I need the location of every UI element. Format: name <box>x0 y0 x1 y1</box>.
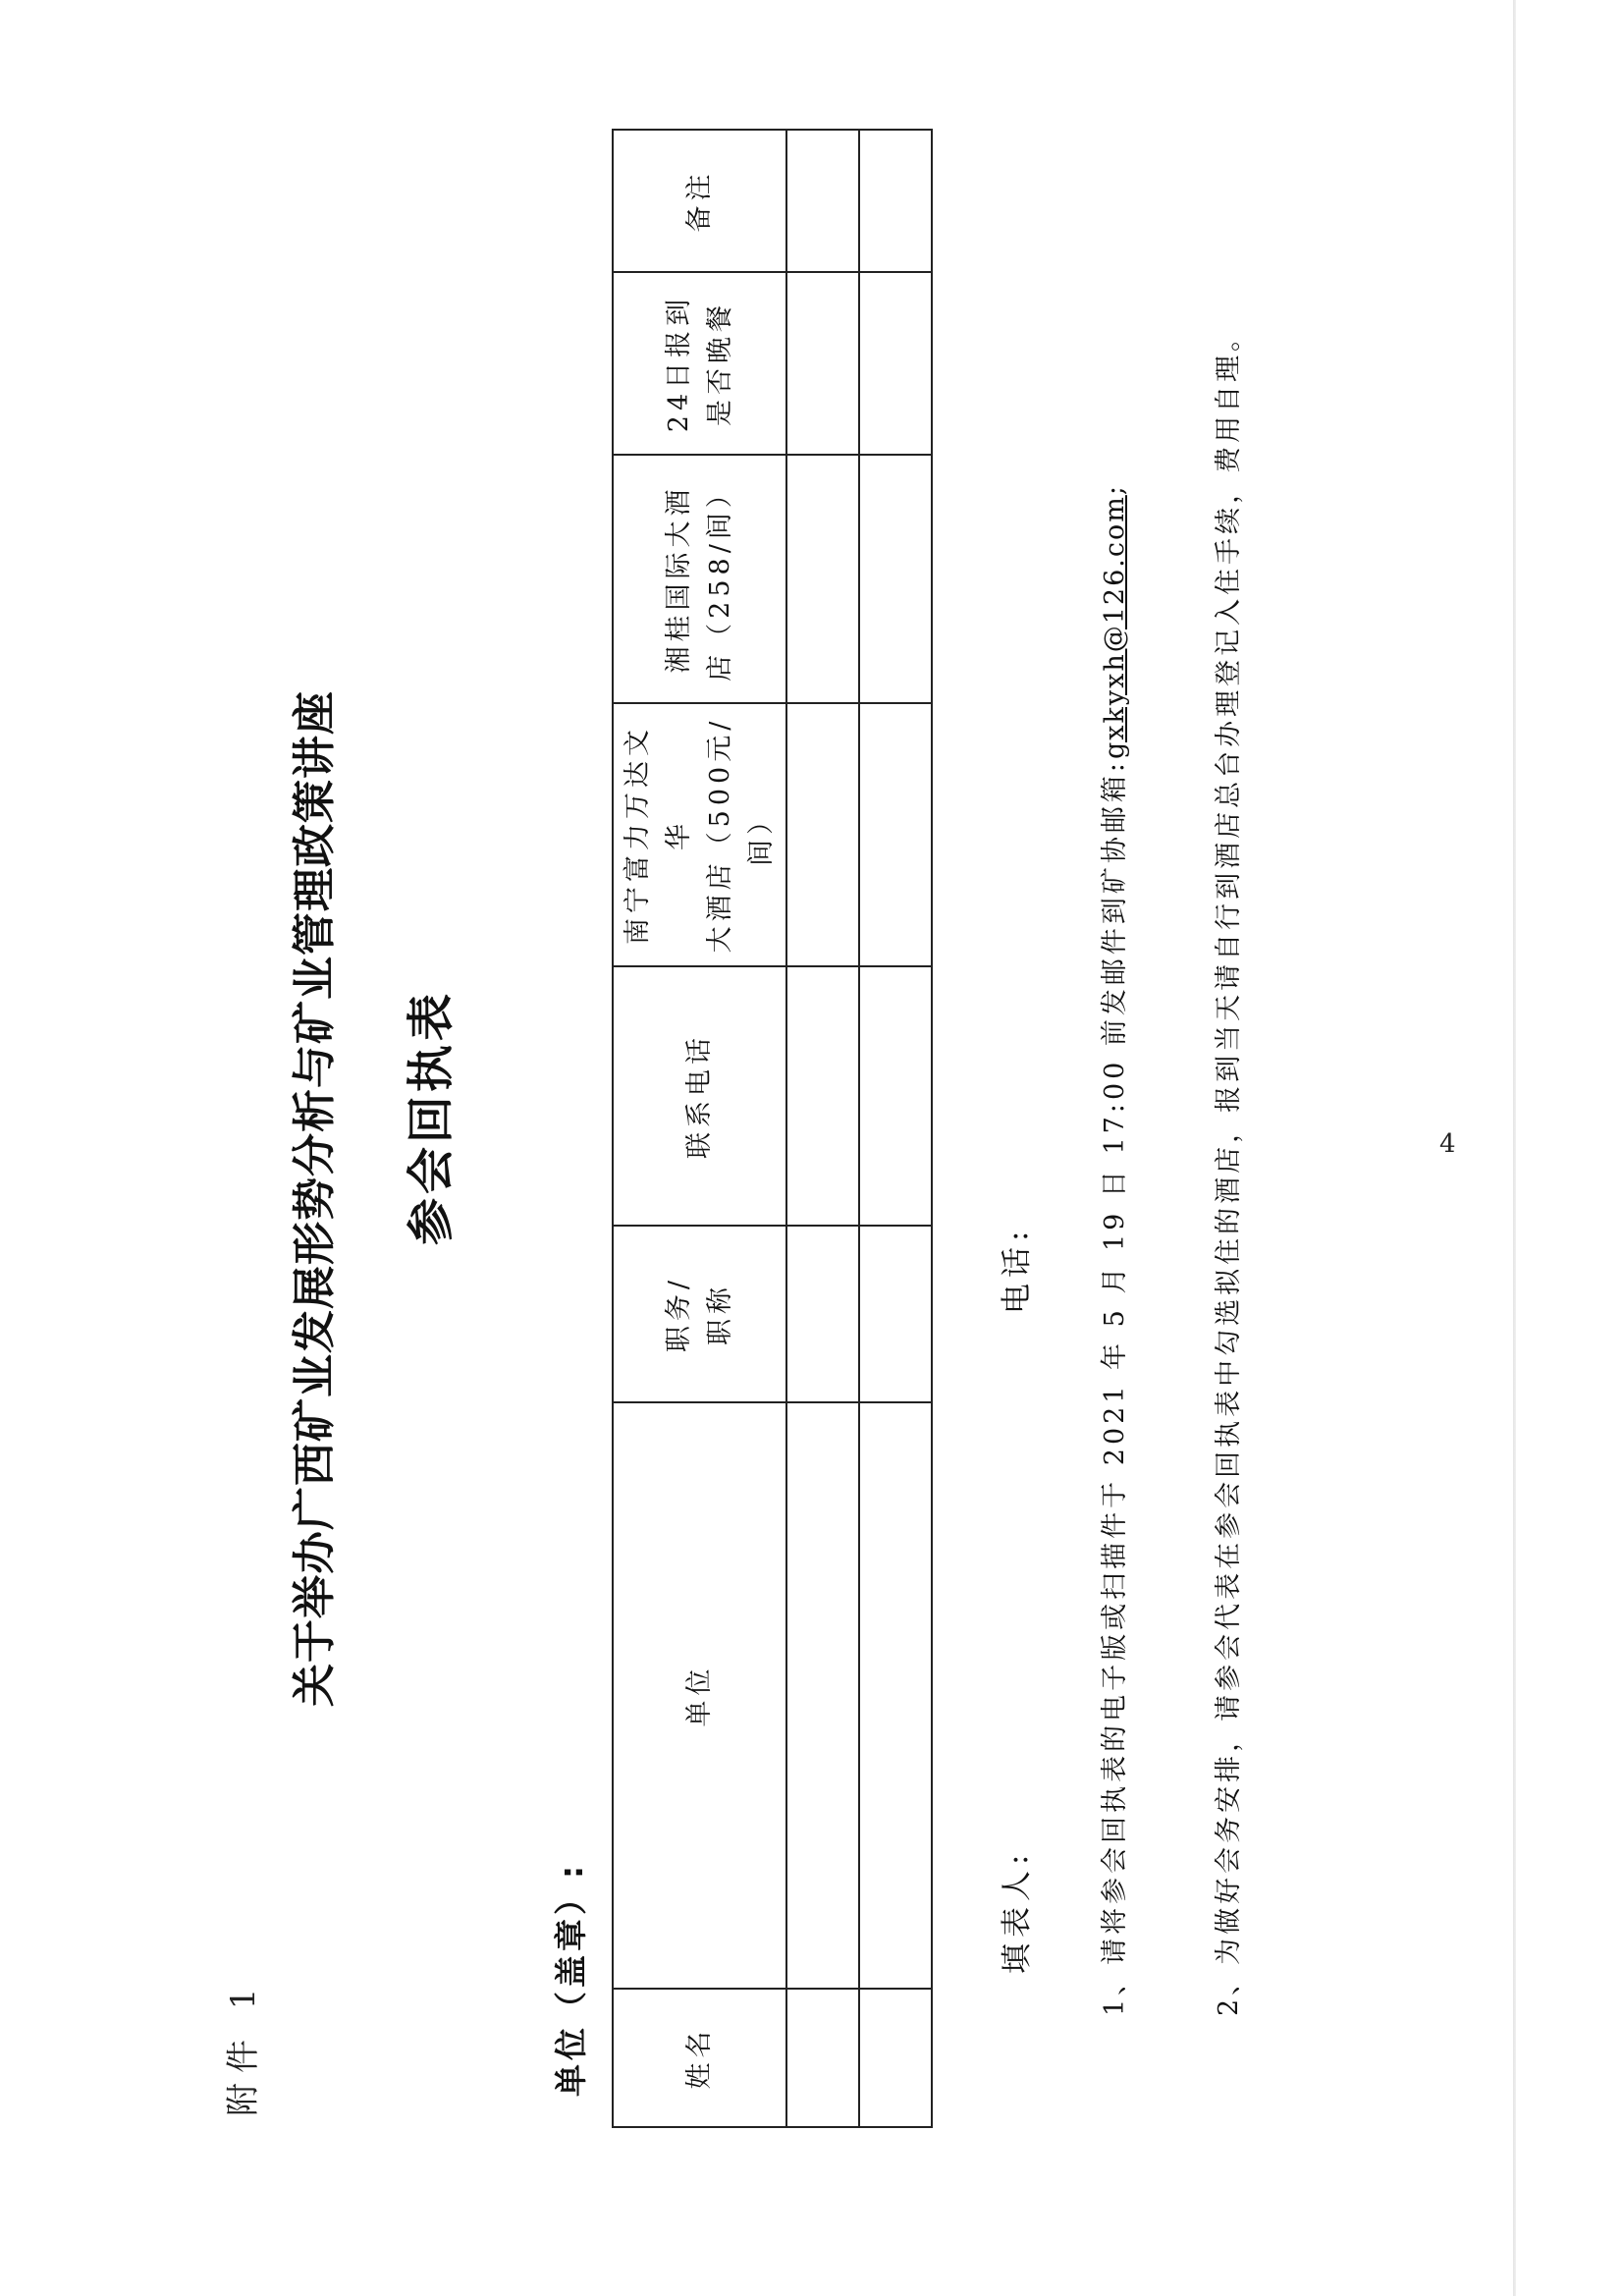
note-1 <box>1100 482 1131 2016</box>
table-cell[interactable] <box>859 455 932 703</box>
table-row <box>859 130 932 2127</box>
header-phone: 联系电话 <box>613 966 786 1226</box>
header-hotel-xianggui: 湘桂国际大酒 店（258/间） <box>613 455 786 703</box>
phone-label: 电话: <box>1000 1225 1035 1314</box>
header-dinner: 24日报到 是否晚餐 <box>613 272 786 455</box>
table-cell[interactable] <box>859 272 932 455</box>
table-cell[interactable] <box>786 455 859 703</box>
table-cell[interactable] <box>786 1989 859 2127</box>
header-unit: 单位 <box>613 1402 786 1989</box>
table-header-row <box>613 130 786 2127</box>
note-1-suffix: ; <box>1100 482 1130 496</box>
table-cell[interactable] <box>786 130 859 272</box>
attachment-label: 附件 1 <box>224 1978 263 2116</box>
table-cell[interactable] <box>859 130 932 272</box>
table-cell[interactable] <box>859 1989 932 2127</box>
table-cell[interactable] <box>786 703 859 966</box>
email-link[interactable]: gxkyxh@126.com <box>1100 495 1130 759</box>
table-cell[interactable] <box>786 1226 859 1402</box>
note-1-text: 1、请将参会回执表的电子版或扫描件于 2021 年 5 月 19 日 17:00 前发邮件到矿协邮箱: <box>1100 759 1130 2016</box>
table-cell[interactable] <box>859 703 932 966</box>
header-name: 姓名 <box>613 1989 786 2127</box>
table-cell[interactable] <box>786 272 859 455</box>
header-remarks: 备注 <box>613 130 786 272</box>
header-hotel-wanda: 南宁富力万达文华 大酒店（500元/间） <box>613 703 786 966</box>
table-cell[interactable] <box>786 1402 859 1989</box>
page-number: 4 <box>1439 1129 1456 1159</box>
form-title: 参会回执表 <box>404 990 459 1246</box>
header-position: 职务/ 职称 <box>613 1226 786 1402</box>
table-row <box>786 130 859 2127</box>
table-cell[interactable] <box>859 966 932 1226</box>
table-cell[interactable] <box>859 1402 932 1989</box>
registration-table <box>612 129 933 2128</box>
table-cell[interactable] <box>786 966 859 1226</box>
filler-label: 填表人: <box>1000 1848 1035 1974</box>
table-cell[interactable] <box>859 1226 932 1402</box>
note-2: 2、为做好会务安排，请参会代表在参会回执表中勾选拟住的酒店，报到当天请自行到酒店总台办理登记入住手续，费用自理。 <box>1214 320 1244 2016</box>
document-title: 关于举办广西矿业发展形势分析与矿业管理政策讲座 <box>290 690 340 1707</box>
unit-seal-label: 单位（盖章）: <box>552 1861 590 2097</box>
